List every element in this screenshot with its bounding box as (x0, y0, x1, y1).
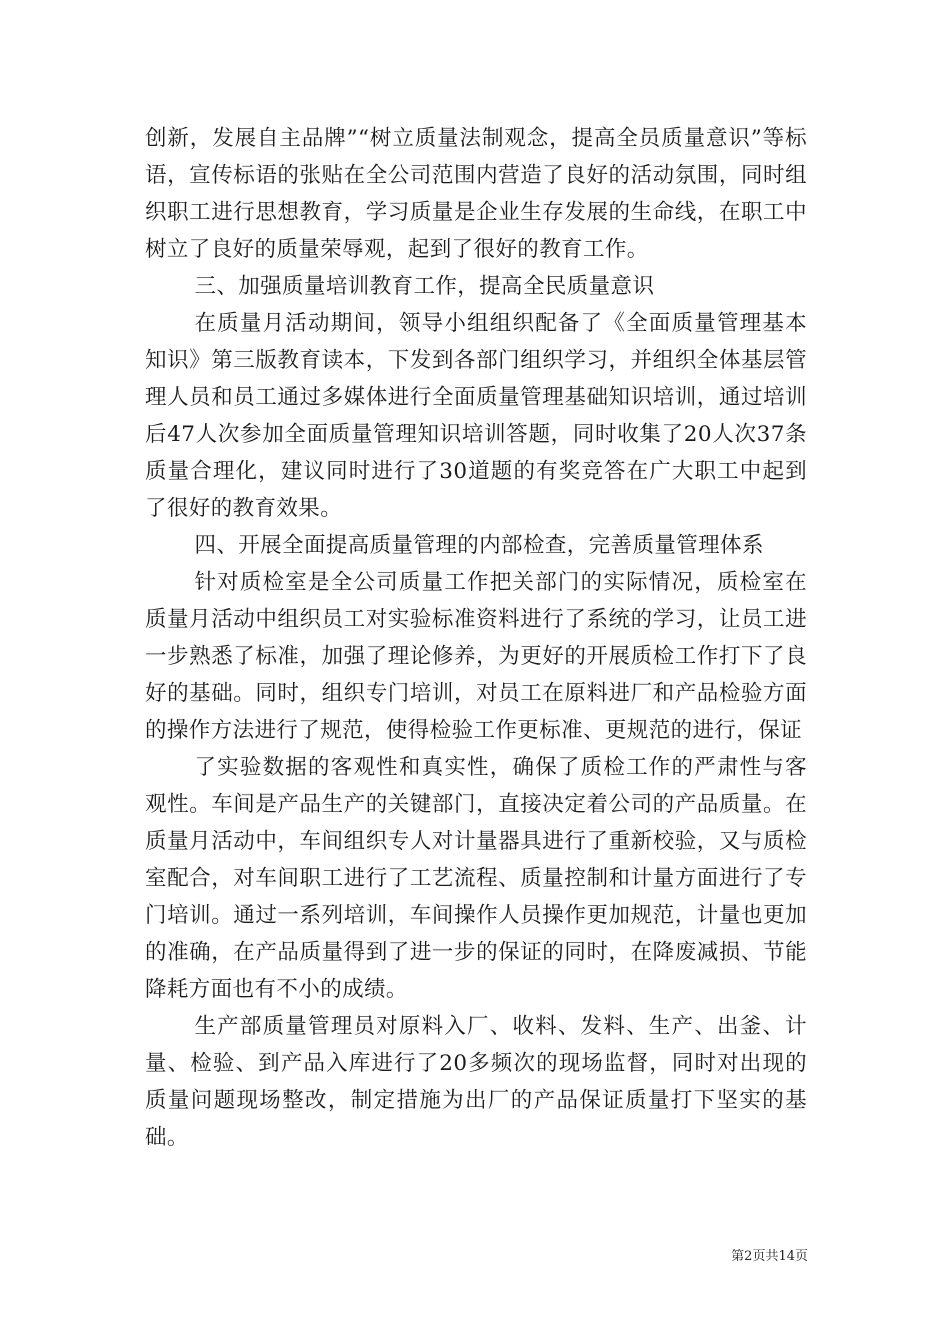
section-heading-4: 四、开展全面提高质量管理的内部检查，完善质量管理体系 (194, 533, 764, 558)
body-text (145, 120, 807, 1156)
paragraph-workshop: 了实验数据的客观性和真实性，确保了质检工作的严肃性与客观性。车间是产品生产的关键部门，直接决定着公司的产品质量。在质量月活动中，车间组织专人对计量器具进行了重新校验，又与质检室配合，对车间职工进行了工艺流程、质量控制和计量方面进行了专门培训。通过一系列培训，车间操作人员操作更加规范，计量也更加的准确，在产品质量得到了进一步的保证的同时，在降废减损、节能降耗方面也有不小的成绩。 (145, 755, 807, 1002)
paragraph-training: 在质量月活动期间，领导小组组织配备了《全面质量管理基本知识》第三版教育读本，下发到各部门组织学习，并组织全体基层管理人员和员工通过多媒体进行全面质量管理基础知识培训，通过培训后47人次参加全面质量管理知识培训答题，同时收集了20人次37条质量合理化，建议同时进行了30道题的有奖竞答在广大职工中起到了很好的教育效果。 (145, 311, 807, 521)
section-heading-3: 三、加强质量培训教育工作，提高全民质量意识 (194, 274, 655, 299)
paragraph-inspection-room: 针对质检室是全公司质量工作把关部门的实际情况，质检室在质量月活动中组织员工对实验标准资料进行了系统的学习，让员工进一步熟悉了标准，加强了理论修养，为更好的开展质检工作打下了良好的基础。同时，组织专门培训，对员工在原料进厂和产品检验方面的操作方法进行了规范，使得检验工作更标准、更规范的进行，保证 (145, 570, 807, 743)
page-number-footer: 第2页共14页 (731, 1249, 808, 1264)
paragraph-production-supervision: 生产部质量管理员对原料入厂、收料、发料、生产、出釜、计量、检验、到产品入库进行了20多频次的现场监督，同时对出现的质量问题现场整改，制定措施为出厂的产品保证质量打下坚实的基础。 (145, 1014, 807, 1150)
paragraph-slogans: 创新，发展自主品牌”“树立质量法制观念，提高全员质量意识”等标语，宣传标语的张贴在全公司范围内营造了良好的活动氛围，同时组织职工进行思想教育，学习质量是企业生存发展的生命线，在职工中树立了良好的质量荣辱观，起到了很好的教育工作。 (145, 126, 807, 262)
